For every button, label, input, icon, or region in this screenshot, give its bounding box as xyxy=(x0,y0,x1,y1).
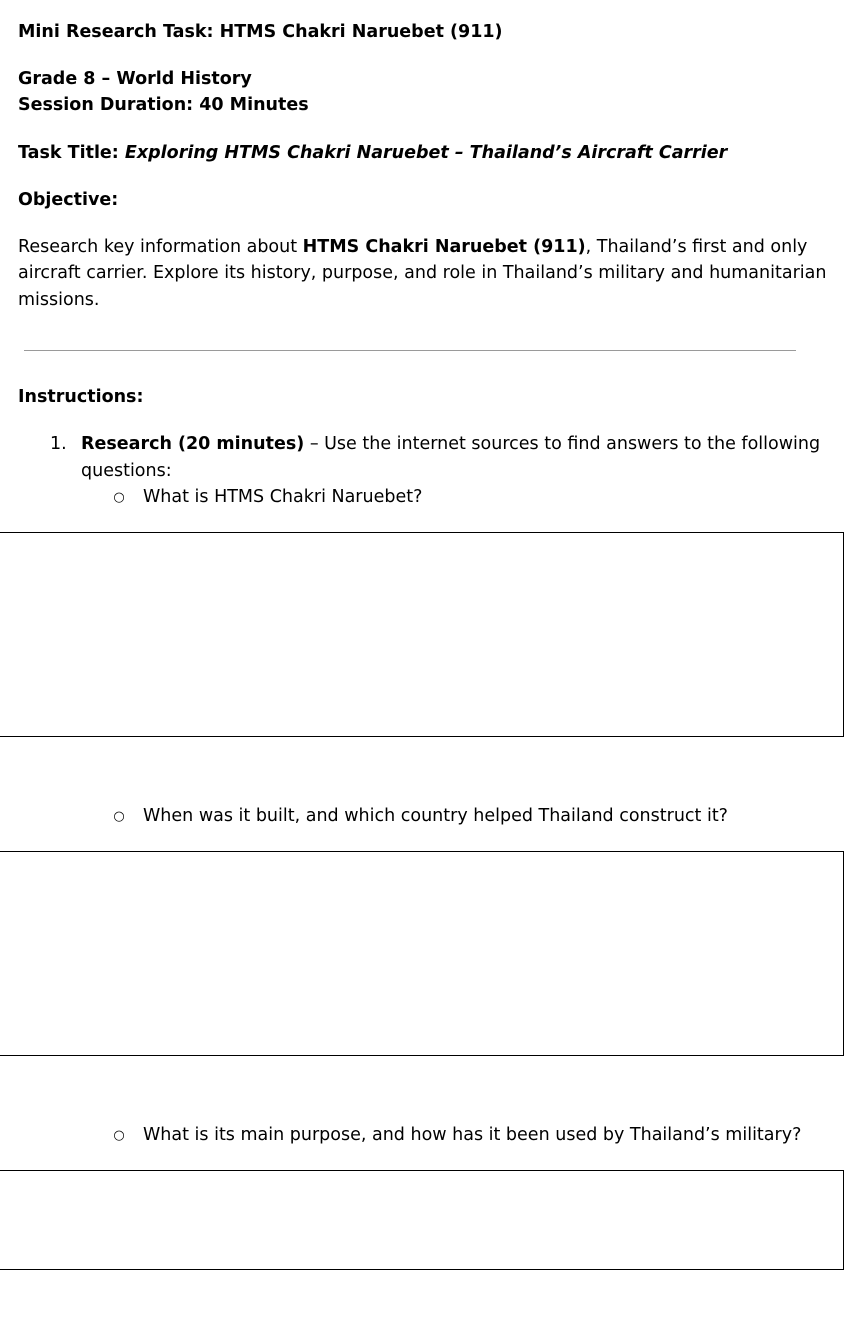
objective-heading: Objective: xyxy=(18,190,119,210)
document-title: Mini Research Task: HTMS Chakri Naruebet (911) xyxy=(18,22,503,42)
task-title-value: Exploring HTMS Chakri Naruebet – Thailand’s Aircraft Carrier xyxy=(124,143,728,163)
session-duration: Session Duration: 40 Minutes xyxy=(18,95,309,115)
question-3: What is its main purpose, and how has it been used by Thailand’s military? xyxy=(143,1125,802,1145)
instruction-item-1 xyxy=(81,431,820,458)
objective-ship-name: HTMS Chakri Naruebet (911) xyxy=(302,237,586,257)
task-title-label: Task Title: xyxy=(18,143,125,163)
question-1: What is HTMS Chakri Naruebet? xyxy=(143,487,423,507)
bullet-icon: ○ xyxy=(113,490,125,505)
bullet-icon: ○ xyxy=(113,809,125,824)
objective-line-3: missions. xyxy=(18,290,100,310)
instruction-item-1-cont: questions: xyxy=(81,461,172,481)
grade-label: Grade 8 – World History xyxy=(18,69,252,89)
research-step-label: Research (20 minutes) xyxy=(81,434,305,454)
objective-text-pre: Research key information about xyxy=(18,237,303,257)
objective-text-post: , Thailand’s first and only xyxy=(585,237,808,257)
answer-box-1[interactable] xyxy=(0,532,844,737)
list-number-1: 1. xyxy=(50,434,67,454)
research-step-text: – Use the internet sources to find answers to the following xyxy=(304,434,821,454)
question-2: When was it built, and which country helped Thailand construct it? xyxy=(143,806,728,826)
answer-box-3[interactable] xyxy=(0,1170,844,1270)
answer-box-2[interactable] xyxy=(0,851,844,1056)
section-divider xyxy=(24,350,796,351)
bullet-icon: ○ xyxy=(113,1128,125,1143)
instructions-heading: Instructions: xyxy=(18,387,144,407)
objective-line-1 xyxy=(18,234,807,261)
task-title xyxy=(18,140,727,167)
objective-line-2: aircraft carrier. Explore its history, purpose, and role in Thailand’s military and humanitarian xyxy=(18,263,827,283)
